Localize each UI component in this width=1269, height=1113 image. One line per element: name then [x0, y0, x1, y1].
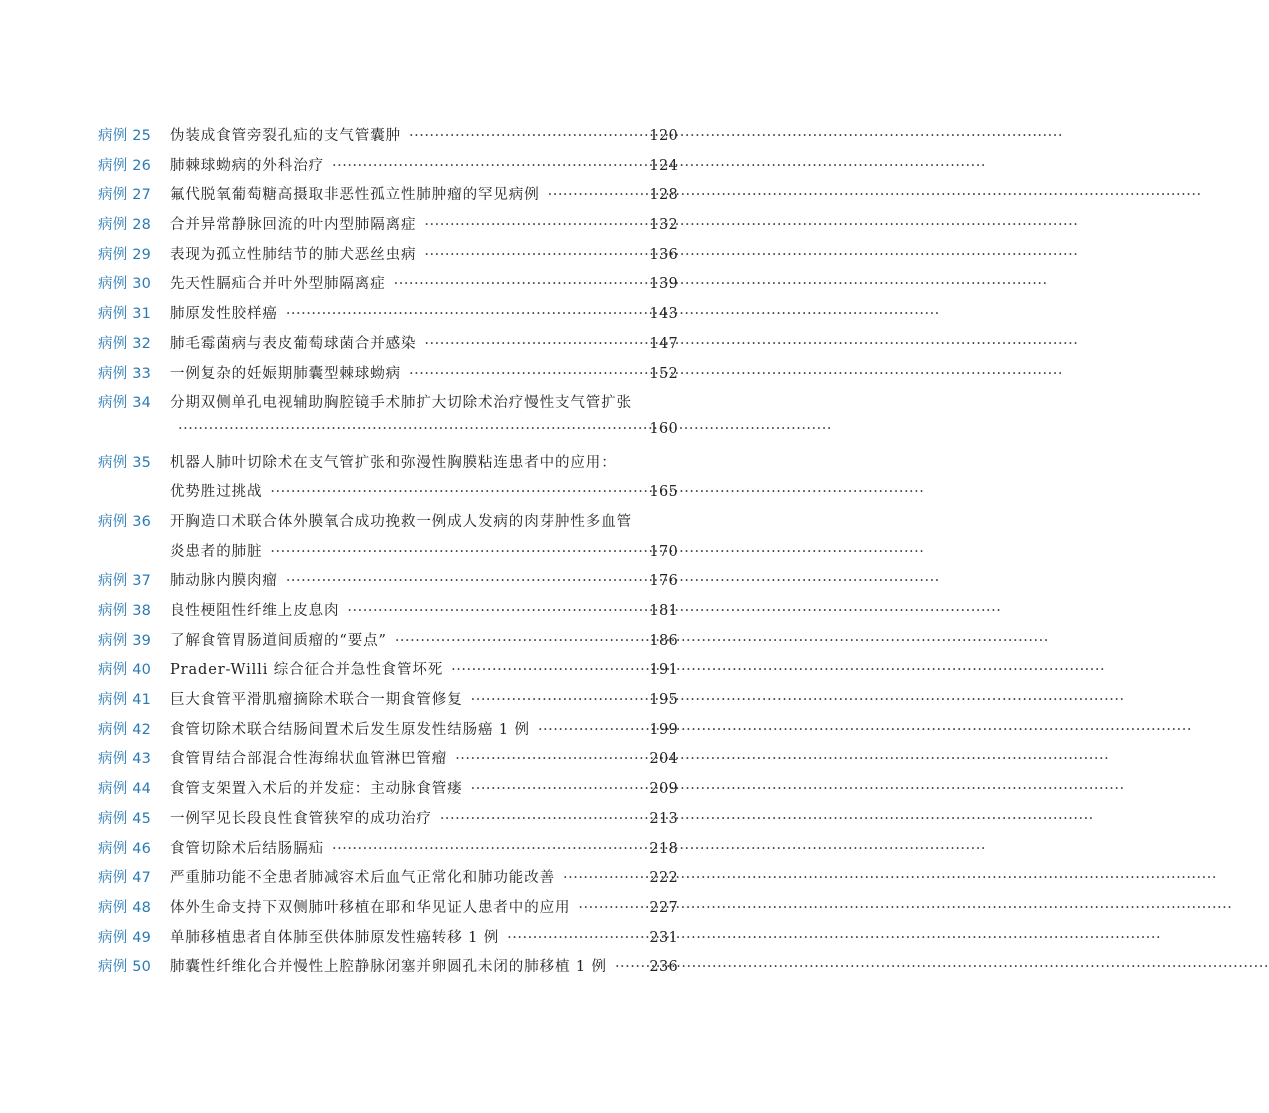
dot-leader — [538, 722, 647, 738]
toc-entry[interactable] — [0, 773, 800, 803]
case-title: 严重肺功能不全患者肺减容术后血气正常化和肺功能改善 — [170, 870, 555, 887]
toc-entry-line — [0, 387, 800, 417]
toc-entry-line — [0, 595, 800, 625]
dot-leader — [424, 247, 647, 263]
case-title: 食管胃结合部混合性海绵状血管淋巴管瘤 — [170, 751, 448, 768]
dot-leader — [394, 276, 648, 292]
case-number-label: 病例 34 — [98, 395, 152, 412]
dot-leader — [395, 633, 648, 649]
toc-entry[interactable] — [0, 239, 800, 269]
page-number: 218 — [649, 840, 678, 857]
dot-leader — [424, 217, 647, 233]
page-number: 186 — [649, 632, 678, 649]
case-title: 肺囊性纤维化合并慢性上腔静脉闭塞并卵圆孔未闭的肺移植 1 例 — [170, 959, 607, 976]
case-title: 肺毛霉菌病与表皮葡萄球菌合并感染 — [170, 335, 417, 352]
toc-entry-line — [0, 833, 800, 863]
case-number-label: 病例 36 — [98, 513, 152, 530]
page-number: 209 — [649, 781, 678, 798]
toc-title-row — [170, 124, 678, 145]
toc-entry[interactable] — [0, 209, 800, 239]
dot-leader — [471, 781, 648, 797]
case-title: 肺棘球蚴病的外科治疗 — [170, 157, 324, 174]
toc-entry-line — [0, 417, 800, 447]
dot-leader — [409, 366, 647, 382]
toc-title-row — [170, 747, 678, 768]
page-number: 176 — [649, 573, 678, 590]
dot-leader — [451, 662, 647, 678]
dot-leader — [409, 128, 647, 144]
case-number-label: 病例 35 — [98, 454, 152, 471]
page-number: 143 — [649, 306, 678, 323]
page-number: 195 — [649, 692, 678, 709]
page-number: 170 — [649, 543, 678, 560]
toc-entry-line — [0, 298, 800, 328]
dot-leader — [178, 421, 647, 437]
toc-title-row — [170, 599, 678, 620]
toc-entry-line — [0, 120, 800, 150]
case-number-label: 病例 29 — [98, 246, 152, 263]
case-number-label: 病例 31 — [98, 306, 152, 323]
case-title: 优势胜过挑战 — [170, 484, 263, 501]
toc-entry[interactable] — [0, 298, 800, 328]
toc-title-row — [170, 421, 678, 437]
toc-entry[interactable] — [0, 268, 800, 298]
toc-entry-line — [0, 892, 800, 922]
toc-entry-line — [0, 150, 800, 180]
case-title: 体外生命支持下双侧肺叶移植在耶和华见证人患者中的应用 — [170, 899, 571, 916]
toc-entry-line — [0, 803, 800, 833]
toc-entry-line — [0, 239, 800, 269]
page-number: 236 — [649, 959, 678, 976]
page-number: 165 — [649, 484, 678, 501]
toc-entry-line — [0, 506, 800, 536]
page-number: 181 — [649, 603, 678, 619]
page-number: 227 — [649, 899, 678, 916]
case-number-label: 病例 26 — [98, 157, 152, 174]
dot-leader — [471, 692, 648, 708]
toc-entry[interactable] — [0, 150, 800, 180]
page-number: 147 — [649, 335, 678, 352]
page-number: 204 — [649, 751, 678, 768]
toc-entry[interactable] — [0, 714, 800, 744]
page-number: 213 — [649, 810, 678, 827]
case-title: Prader-Willi 综合征合并急性食管坏死 — [170, 662, 444, 679]
case-number-label: 病例 42 — [98, 721, 152, 738]
case-title: 良性梗阻性纤维上皮息肉 — [170, 603, 340, 619]
page-number: 132 — [649, 217, 678, 234]
dot-leader — [615, 959, 647, 975]
toc-entry[interactable] — [0, 892, 800, 922]
toc-entry-line — [0, 358, 800, 388]
case-number-label: 病例 32 — [98, 335, 152, 352]
dot-leader — [332, 158, 647, 174]
toc-title-row — [170, 718, 678, 739]
toc-entry-line — [0, 951, 800, 981]
page-number: 120 — [649, 128, 678, 144]
case-title: 巨大食管平滑肌瘤摘除术联合一期食管修复 — [170, 692, 463, 709]
case-number-label: 病例 47 — [98, 870, 152, 887]
case-number-label: 病例 45 — [98, 810, 152, 827]
case-title: 食管切除术后结肠膈疝 — [170, 840, 324, 857]
toc-title-row — [170, 896, 678, 917]
toc-entry[interactable] — [0, 922, 800, 952]
toc-entry[interactable] — [0, 833, 800, 863]
toc-entry-line — [0, 714, 800, 744]
case-number-label: 病例 49 — [98, 929, 152, 946]
toc-entry[interactable] — [0, 328, 800, 358]
toc-title-row — [170, 480, 678, 501]
toc-entry[interactable] — [0, 179, 800, 209]
case-title: 机器人肺叶切除术在支气管扩张和弥漫性胸膜粘连患者中的应用： — [170, 454, 617, 471]
case-title: 表现为孤立性肺结节的肺犬恶丝虫病 — [170, 246, 417, 263]
case-number-label: 病例 33 — [98, 365, 152, 382]
case-title: 开胸造口术联合体外膜氧合成功挽救一例成人发病的肉芽肿性多血管 — [170, 513, 632, 530]
case-number-label: 病例 48 — [98, 899, 152, 916]
case-title: 分期双侧单孔电视辅助胸腔镜手术肺扩大切除术治疗慢性支气管扩张 — [170, 395, 632, 412]
case-number-label: 病例 40 — [98, 662, 152, 679]
toc-entry[interactable] — [0, 684, 800, 714]
toc-title-row — [170, 629, 678, 650]
toc-title-row — [170, 955, 678, 976]
case-title: 一例罕见长段良性食管狭窄的成功治疗 — [170, 810, 432, 827]
dot-leader — [286, 573, 648, 589]
toc-entry-line — [0, 743, 800, 773]
page-number: 152 — [649, 365, 678, 382]
case-number-label: 病例 28 — [98, 217, 152, 234]
toc-entry[interactable] — [0, 565, 800, 595]
toc-entry[interactable] — [0, 358, 800, 388]
toc-entry-line — [0, 862, 800, 892]
case-number-label: 病例 43 — [98, 751, 152, 768]
case-number-label: 病例 30 — [98, 276, 152, 293]
toc-title-row — [170, 777, 678, 798]
toc-title-row — [170, 154, 678, 175]
case-title: 先天性膈疝合并叶外型肺隔离症 — [170, 276, 386, 293]
case-number-label: 病例 39 — [98, 632, 152, 649]
case-number-label: 病例 44 — [98, 781, 152, 798]
toc-entry[interactable] — [0, 654, 800, 684]
toc-title-row — [170, 302, 678, 323]
toc-entry[interactable] — [0, 506, 800, 565]
dot-leader — [347, 603, 647, 619]
toc-title-row — [170, 213, 678, 234]
dot-leader — [270, 484, 647, 500]
dot-leader — [507, 930, 647, 946]
dot-leader — [270, 544, 647, 560]
dot-leader — [563, 870, 647, 886]
page-number: 191 — [649, 662, 678, 679]
toc-title-row — [170, 183, 678, 204]
case-title: 炎患者的肺脏 — [170, 543, 263, 560]
toc-entry[interactable] — [0, 387, 800, 446]
toc-entry-line — [0, 476, 800, 506]
toc-entry[interactable] — [0, 803, 800, 833]
case-number-label: 病例 27 — [98, 187, 152, 204]
case-title: 食管支架置入术后的并发症：主动脉食管瘘 — [170, 781, 463, 798]
page-number: 128 — [649, 187, 678, 204]
toc-entry-line — [0, 684, 800, 714]
toc-title-row — [170, 569, 678, 590]
dot-leader — [440, 811, 648, 827]
toc-entry-line — [0, 328, 800, 358]
case-number-label: 病例 50 — [98, 959, 152, 976]
case-title: 氟代脱氧葡萄糖高摄取非恶性孤立性肺肿瘤的罕见病例 — [170, 187, 540, 204]
toc-entry-line — [0, 536, 800, 566]
case-title: 肺原发性胶样癌 — [170, 306, 278, 323]
dot-leader — [332, 841, 647, 857]
toc-entry[interactable] — [0, 951, 800, 981]
toc-title-row — [170, 866, 678, 887]
page-number: 199 — [649, 721, 678, 738]
page-number: 222 — [649, 870, 678, 887]
case-number-label: 病例 37 — [98, 573, 152, 590]
dot-leader — [455, 751, 647, 767]
case-number-label: 病例 25 — [98, 128, 152, 144]
case-title: 单肺移植患者自体肺至供体肺原发性癌转移 1 例 — [170, 929, 500, 946]
page-number: 160 — [649, 420, 678, 437]
case-title: 食管切除术联合结肠间置术后发生原发性结肠癌 1 例 — [170, 721, 530, 738]
dot-leader — [578, 900, 647, 916]
toc-entry[interactable] — [0, 625, 800, 655]
toc-entry-line — [0, 922, 800, 952]
case-number-label: 病例 41 — [98, 692, 152, 709]
table-of-contents — [0, 120, 800, 981]
toc-entry[interactable] — [0, 595, 800, 625]
case-number-label: 病例 46 — [98, 840, 152, 857]
toc-title-row — [170, 658, 678, 679]
toc-entry-line — [0, 773, 800, 803]
case-title: 了解食管胃肠道间质瘤的“要点” — [170, 632, 387, 649]
toc-title-row — [170, 243, 678, 264]
case-title: 伪装成食管旁裂孔疝的支气管囊肿 — [170, 128, 401, 144]
dot-leader — [424, 336, 647, 352]
toc-entry[interactable] — [0, 120, 800, 150]
toc-entry-line — [0, 625, 800, 655]
toc-entry-line — [0, 179, 800, 209]
toc-title-row — [170, 837, 678, 858]
toc-entry[interactable] — [0, 743, 800, 773]
toc-entry[interactable] — [0, 862, 800, 892]
case-title: 合并异常静脉回流的叶内型肺隔离症 — [170, 217, 417, 234]
toc-entry-line — [0, 209, 800, 239]
toc-entry-line — [0, 654, 800, 684]
page-number: 139 — [649, 276, 678, 293]
toc-title-row — [170, 332, 678, 353]
case-title: 一例复杂的妊娠期肺囊型棘球蚴病 — [170, 365, 401, 382]
toc-title-row — [170, 926, 678, 947]
toc-entry[interactable] — [0, 447, 800, 506]
toc-title-row — [170, 540, 678, 561]
toc-title-row — [170, 362, 678, 383]
toc-title-row — [170, 807, 678, 828]
toc-title-row — [170, 272, 678, 293]
page-number: 136 — [649, 246, 678, 263]
dot-leader — [548, 187, 648, 203]
dot-leader — [286, 306, 648, 322]
case-number-label: 病例 38 — [98, 603, 152, 619]
toc-entry-line — [0, 268, 800, 298]
toc-entry-line — [0, 565, 800, 595]
page-number: 231 — [649, 929, 678, 946]
toc-title-row — [170, 688, 678, 709]
case-title: 肺动脉内膜肉瘤 — [170, 573, 278, 590]
page-number: 124 — [649, 157, 678, 174]
toc-entry-line — [0, 447, 800, 477]
